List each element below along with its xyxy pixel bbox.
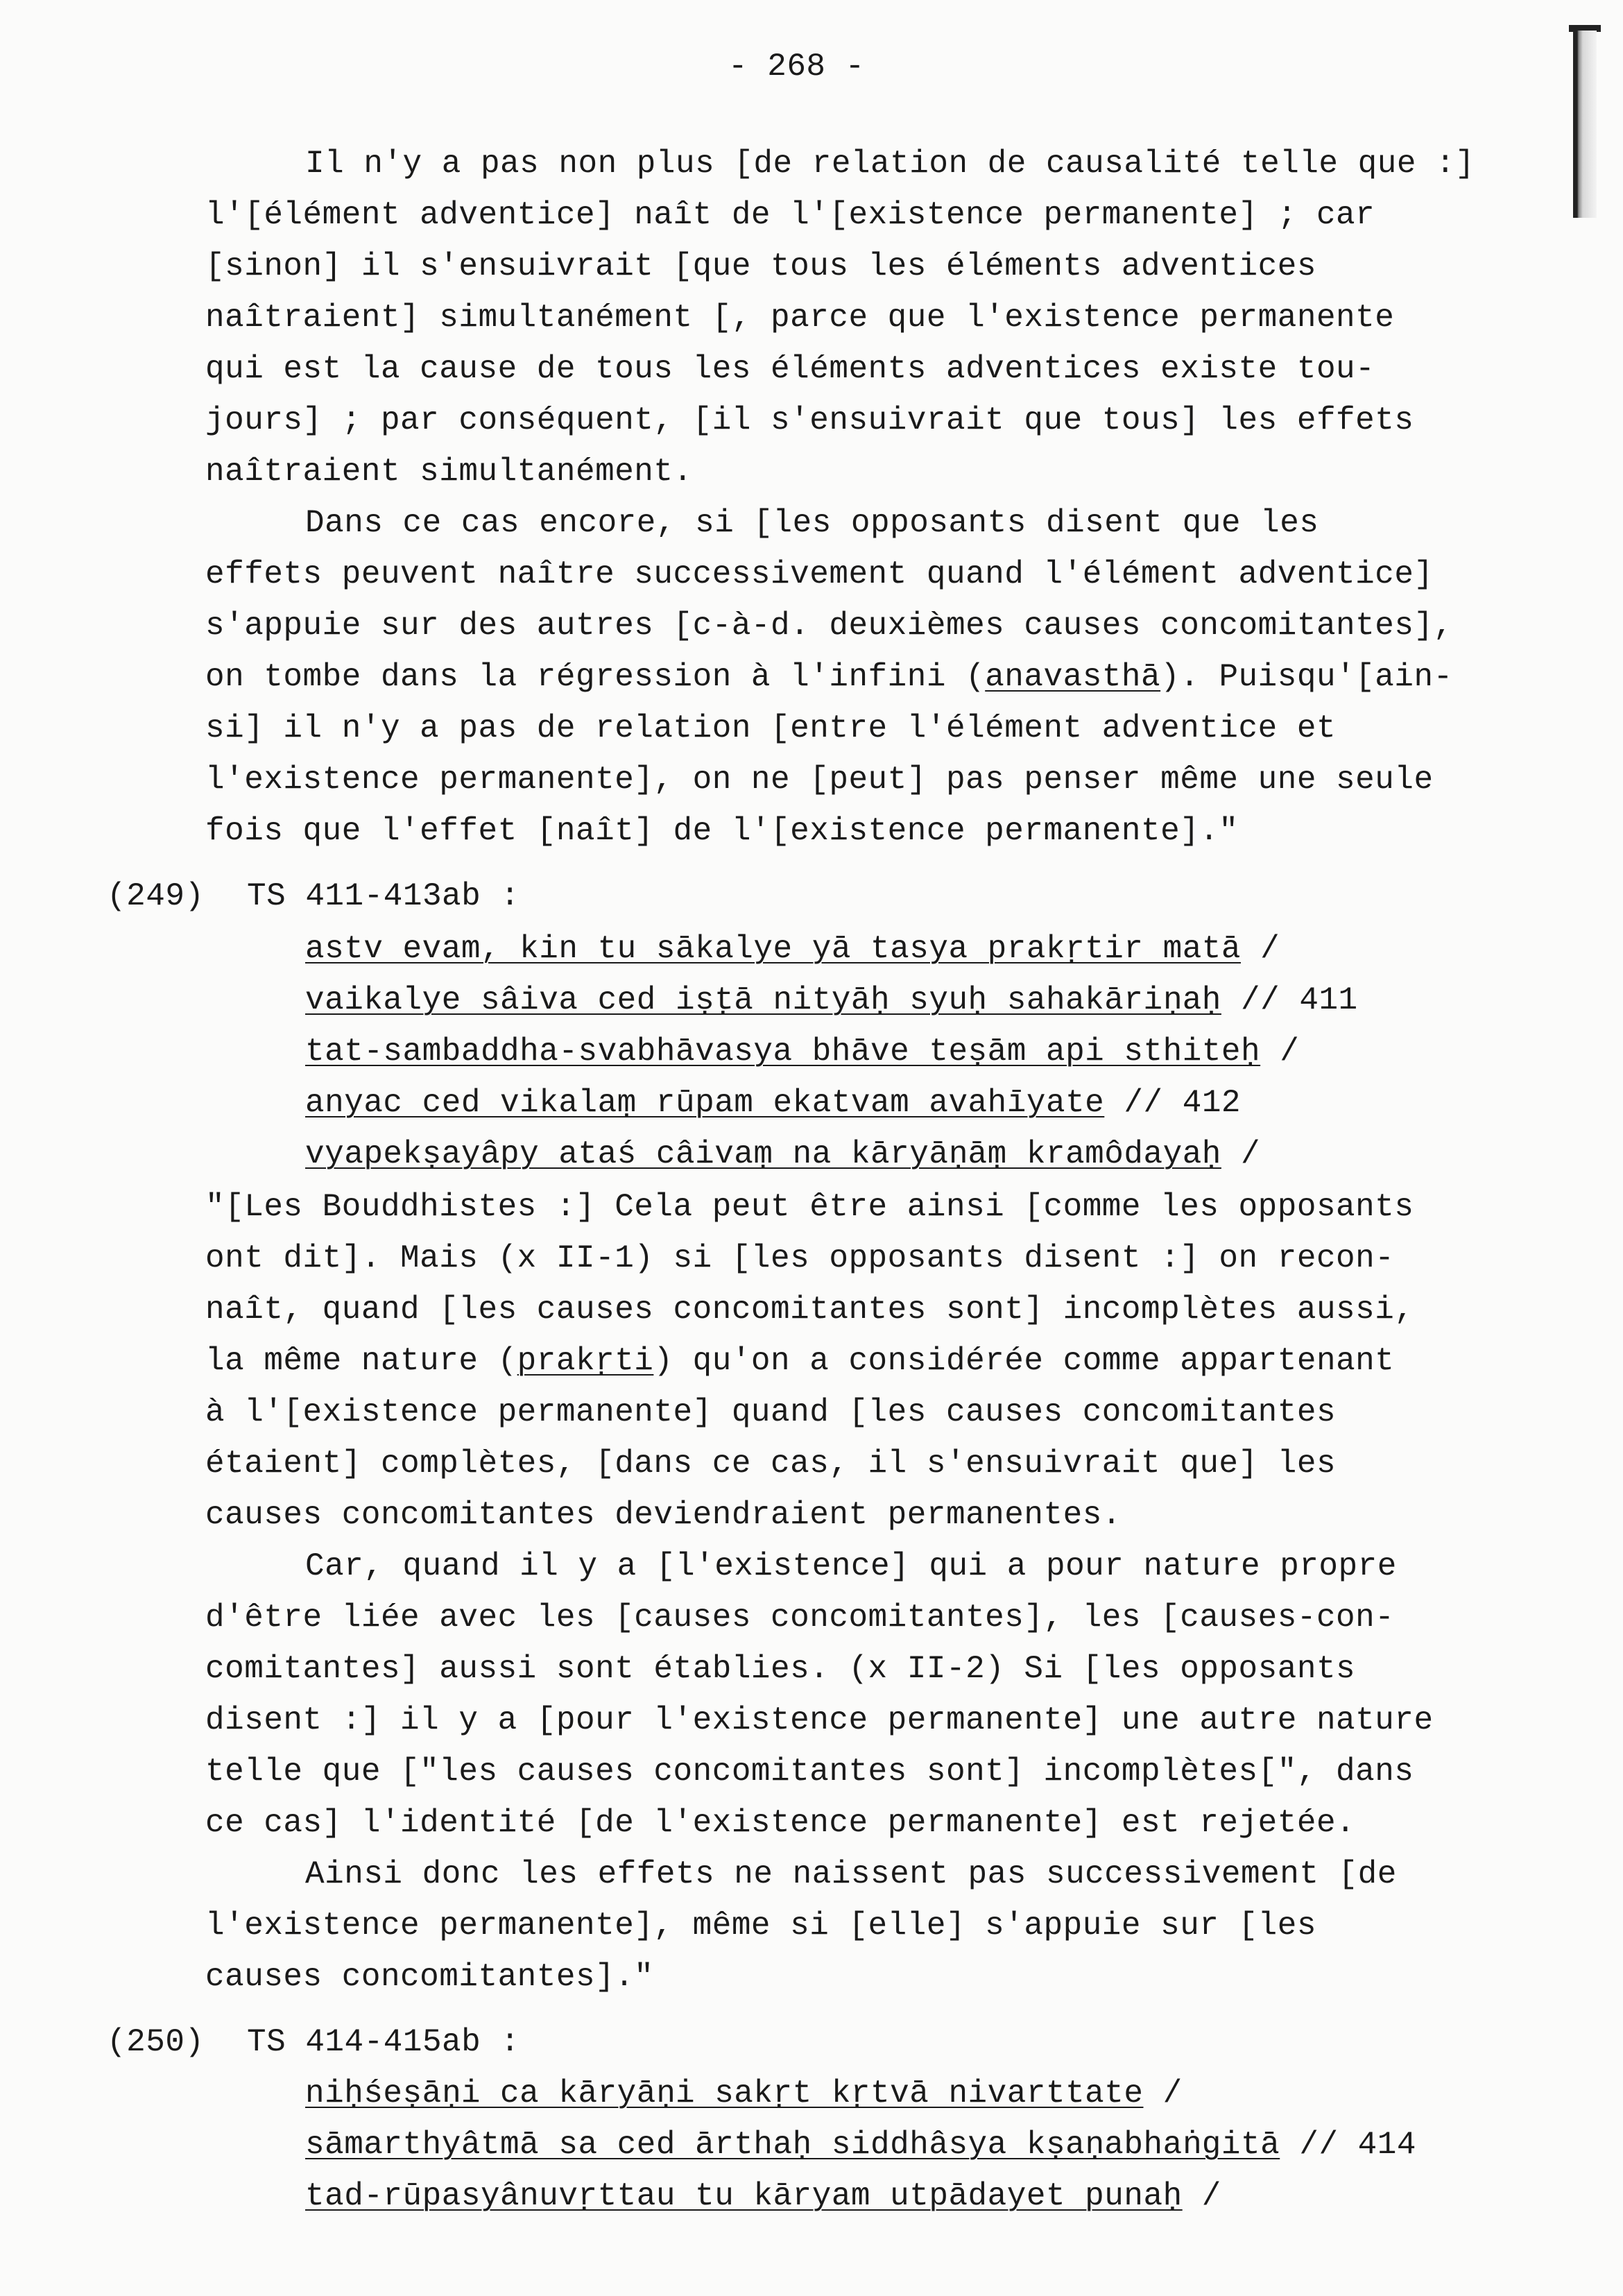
text-line: Dans ce cas encore, si [les opposants disent que les [305, 505, 1319, 541]
translation-line: telle que ["les causes concomitantes sont] incomplètes[", dans [205, 1754, 1414, 1790]
page-edge-shadow [1573, 31, 1597, 218]
verse-mark: // 411 [1221, 982, 1358, 1018]
text-segment: ). Puisqu'[ain- [1160, 659, 1453, 695]
translation-line: causes concomitantes]." [205, 1959, 654, 1995]
text-segment: ) qu'on a considérée comme appartenant [653, 1343, 1395, 1379]
sanskrit-verse [305, 2124, 1416, 2166]
translation-line: d'être liée avec les [causes concomitantes], les [causes-con- [205, 1600, 1395, 1636]
verse-mark: // 412 [1104, 1085, 1242, 1121]
verse-text: anyac ced vikalaṃ rūpam ekatvam avahīyate [305, 1085, 1105, 1121]
text-line: l'existence permanente], on ne [peut] pas penser même une seule [205, 762, 1434, 798]
note-number: (249) [107, 878, 205, 914]
translation-line: naît, quand [les causes concomitantes sont] incomplètes aussi, [205, 1292, 1414, 1328]
verse-mark: / [1221, 1136, 1261, 1172]
text-line: effets peuvent naître successivement quand l'élément adventice] [205, 556, 1434, 592]
verse-text: vyapekṣayâpy ataś câivaṃ na kāryāṇāṃ kramôdayaḥ [305, 1136, 1221, 1172]
text-line [205, 656, 1453, 698]
translation-line: Car, quand il y a [l'existence] qui a pour nature propre [305, 1548, 1397, 1584]
translation-line: ce cas] l'identité [de l'existence permanente] est rejetée. [205, 1805, 1356, 1841]
translation-line [205, 1340, 1394, 1382]
sanskrit-verse [305, 1133, 1260, 1175]
sanskrit-verse [305, 2073, 1183, 2114]
translation-line: disent :] il y a [pour l'existence permanente] une autre nature [205, 1702, 1434, 1738]
note-number: (250) [107, 2024, 205, 2060]
text-segment: on tombe dans la régression à l'infini ( [205, 659, 986, 695]
translation-line: étaient] complètes, [dans ce cas, il s'ensuivrait que] les [205, 1446, 1337, 1482]
note-reference: TS 414-415ab : [247, 2024, 520, 2060]
sanskrit-verse [305, 2175, 1221, 2217]
verse-text: niḥśeṣāṇi ca kāryāṇi sakṛt kṛtvā nivarttate [305, 2075, 1144, 2111]
text-line: jours] ; par conséquent, [il s'ensuivrait que tous] les effets [205, 402, 1414, 438]
verse-text: sāmarthyâtmā sa ced ārthaḥ siddhâsya kṣaṇabhaṅgitā [305, 2127, 1280, 2163]
translation-line: "[Les Bouddhistes :] Cela peut être ainsi [comme les opposants [205, 1189, 1414, 1225]
text-line: naîtraient simultanément. [205, 454, 693, 490]
translation-line: causes concomitantes deviendraient permanentes. [205, 1497, 1122, 1533]
text-line: fois que l'effet [naît] de l'[existence permanente]." [205, 813, 1239, 849]
sanskrit-term: anavasthā [985, 659, 1161, 695]
text-segment: la même nature ( [205, 1343, 517, 1379]
sanskrit-verse [305, 928, 1280, 970]
sanskrit-verse [305, 1031, 1299, 1072]
translation-line: l'existence permanente], même si [elle] s'appuie sur [les [205, 1908, 1316, 1944]
verse-text: astv evam, kin tu sākalye yā tasya prakṛtir matā [305, 931, 1242, 967]
translation-line: Ainsi donc les effets ne naissent pas successivement [de [305, 1856, 1397, 1892]
text-line: l'[élément adventice] naît de l'[existence permanente] ; car [205, 197, 1375, 233]
note-reference: TS 411-413ab : [247, 878, 520, 914]
sanskrit-verse [305, 1082, 1241, 1124]
text-line: qui est la cause de tous les éléments adventices existe tou- [205, 351, 1375, 387]
sanskrit-term: prakṛti [517, 1343, 654, 1379]
text-line: Il n'y a pas non plus [de relation de causalité telle que :] [305, 146, 1475, 182]
page-number: - 268 - [728, 49, 865, 85]
verse-mark: / [1143, 2075, 1183, 2111]
text-line: naîtraient] simultanément [, parce que l'existence permanente [205, 300, 1395, 336]
text-line: s'appuie sur des autres [c-à-d. deuxièmes causes concomitantes], [205, 608, 1453, 644]
translation-line: ont dit]. Mais (x II-1) si [les opposants disent :] on recon- [205, 1240, 1395, 1276]
verse-mark: / [1241, 931, 1280, 967]
verse-text: tad-rūpasyânuvṛttau tu kāryam utpādayet punaḥ [305, 2178, 1183, 2214]
translation-line: comitantes] aussi sont établies. (x II-2) Si [les opposants [205, 1651, 1356, 1687]
verse-mark: // 414 [1280, 2127, 1416, 2163]
verse-mark: / [1182, 2178, 1221, 2214]
text-line: si] il n'y a pas de relation [entre l'élément adventice et [205, 710, 1337, 746]
sanskrit-verse [305, 979, 1358, 1021]
text-line: [sinon] il s'ensuivrait [que tous les éléments adventices [205, 248, 1316, 284]
translation-line: à l'[existence permanente] quand [les causes concomitantes [205, 1394, 1337, 1430]
verse-text: tat-sambaddha-svabhāvasya bhāve teṣām api sthiteḥ [305, 1034, 1261, 1070]
verse-text: vaikalye sâiva ced iṣṭā nityāḥ syuḥ sahakāriṇaḥ [305, 982, 1221, 1018]
verse-mark: / [1260, 1034, 1300, 1070]
